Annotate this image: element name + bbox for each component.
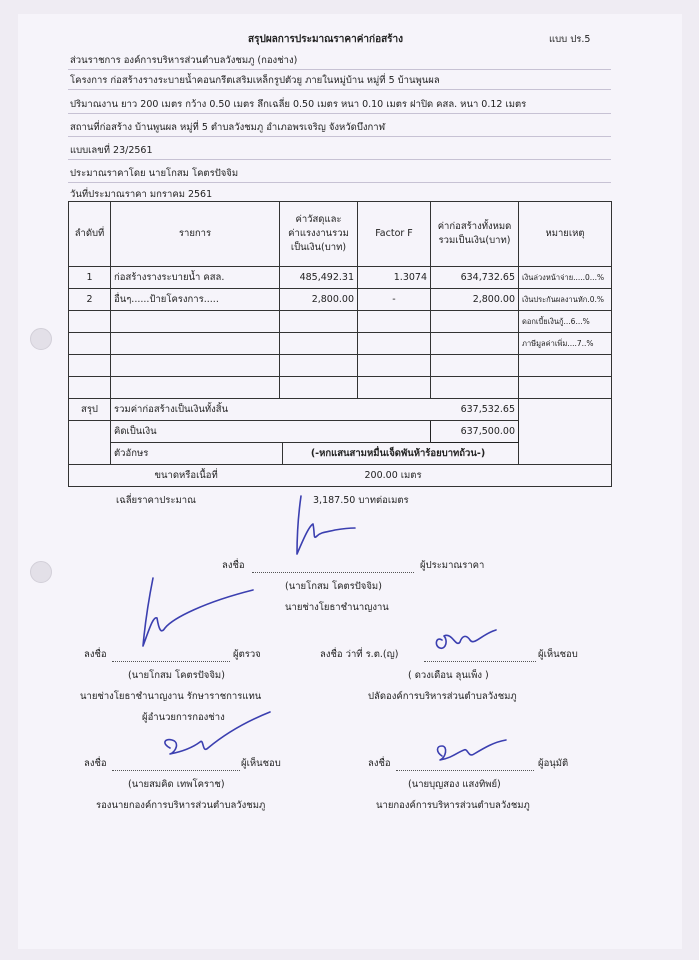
sign-prefix: ลงชื่อ	[368, 758, 391, 769]
col-header-item: รายการ	[111, 202, 280, 267]
row-factor: 1.3074	[358, 267, 431, 289]
estimate-date: วันที่ประมาณราคา มกราคม 2561	[70, 189, 213, 200]
row-remark: ดอกเบี้ยเงินกู้...6...%	[519, 311, 612, 333]
table-header-row	[69, 202, 612, 267]
signature-line	[396, 758, 534, 771]
row-cost: 2,800.00	[280, 289, 358, 311]
summary-label: สรุป	[69, 399, 111, 421]
row-remark: เงินประกันผลงานหัก.0.%	[519, 289, 612, 311]
row-total	[431, 377, 519, 399]
col-header-cost: ค่าวัสดุและ ค่าแรงงานรวม เป็นเงิน(บาท)	[280, 202, 358, 267]
table-row	[69, 267, 612, 289]
location-line: สถานที่ก่อสร้าง บ้านพูนผล หมู่ที่ 5 ตำบลวังชมภู อำเภอพรเจริญ จังหวัดบึงกาฬ	[70, 122, 386, 133]
punch-hole	[30, 328, 52, 350]
project-line: โครงการ ก่อสร้างรางระบายน้ำคอนกรีตเสริมเหล็กรูปตัวยู ภายในหมู่บ้าน หมู่ที่ 5 บ้านพูนผล	[70, 75, 440, 86]
row-item	[111, 311, 280, 333]
col-header-remark: หมายเหตุ	[519, 202, 612, 267]
row-no	[69, 377, 111, 399]
approver3-role: ผู้อนุมัติ	[538, 758, 569, 769]
approver1-position: ปลัดองค์การบริหารส่วนตำบลวังชมภู	[368, 691, 517, 702]
row-no	[69, 311, 111, 333]
checker-role: ผู้ตรวจ	[233, 649, 261, 660]
rounded-row	[69, 421, 612, 443]
table-row	[69, 311, 612, 333]
row-remark: เงินล่วงหน้าจ่าย.....0...%	[519, 267, 612, 289]
summary-row	[69, 399, 612, 421]
estimate-table	[68, 201, 612, 487]
approver2-role: ผู้เห็นชอบ	[241, 758, 281, 769]
row-no	[69, 355, 111, 377]
rounded-value: 637,500.00	[431, 421, 519, 443]
checker-position-2: ผู้อำนวยการกองช่าง	[142, 712, 225, 723]
sign-prefix: ลงชื่อ	[84, 758, 107, 769]
row-cost	[280, 355, 358, 377]
table-row	[69, 377, 612, 399]
row-item	[111, 377, 280, 399]
area-row	[69, 465, 612, 487]
col-header-factor: Factor F	[358, 202, 431, 267]
row-total: 634,732.65	[431, 267, 519, 289]
estimator-position: นายช่างโยธาชำนาญงาน	[285, 602, 389, 613]
row-factor	[358, 355, 431, 377]
area-value: 200.00 เมตร	[364, 470, 422, 481]
row-factor	[358, 311, 431, 333]
checker-position: นายช่างโยธาชำนาญงาน รักษาราชการแทน	[80, 691, 262, 702]
sign-prefix: ลงชื่อ	[222, 560, 245, 571]
sign-prefix: ลงชื่อ ว่าที่ ร.ต.(ญ)	[320, 649, 399, 660]
row-remark	[519, 377, 612, 399]
words-value: (-หกแสนสามหมื่นเจ็ดพันห้าร้อยบาทถ้วน-)	[310, 448, 486, 459]
punch-hole	[30, 561, 52, 583]
col-header-no: ลำดับที่	[69, 202, 111, 267]
estimator-role: ผู้ประมาณราคา	[420, 560, 485, 571]
average-value: 3,187.50 บาทต่อเมตร	[313, 495, 409, 506]
row-factor	[358, 377, 431, 399]
agency-line: ส่วนราชการ องค์การบริหารส่วนตำบลวังชมภู (กองช่าง)	[70, 55, 298, 66]
rounded-label: คิดเป็นเงิน	[111, 421, 431, 443]
row-item	[111, 355, 280, 377]
approver3-name: (นายบุญสอง แสงทิพย์)	[408, 779, 501, 790]
row-item	[111, 333, 280, 355]
row-no	[69, 333, 111, 355]
row-total	[431, 333, 519, 355]
row-no: 1	[69, 267, 111, 289]
row-factor: -	[358, 289, 431, 311]
table-row	[69, 355, 612, 377]
sum-value: 637,532.65	[431, 399, 519, 421]
row-factor	[358, 333, 431, 355]
signature-line	[112, 758, 240, 771]
approver2-name: (นายสมคิด เทพโคราช)	[128, 779, 225, 790]
col-header-total: ค่าก่อสร้างทั้งหมด รวมเป็นเงิน(บาท)	[431, 202, 519, 267]
row-no: 2	[69, 289, 111, 311]
row-cost	[280, 311, 358, 333]
approver1-role: ผู้เห็นชอบ	[538, 649, 578, 660]
approver3-position: นายกองค์การบริหารส่วนตำบลวังชมภู	[376, 800, 530, 811]
approver2-position: รองนายกองค์การบริหารส่วนตำบลวังชมภู	[96, 800, 266, 811]
words-row	[69, 443, 612, 465]
row-item: ก่อสร้างรางระบายน้ำ คสล.	[111, 267, 280, 289]
table-row	[69, 333, 612, 355]
approver1-name: ( ดวงเดือน ลุนเพ็ง )	[408, 670, 489, 681]
row-total	[431, 355, 519, 377]
sum-label: รวมค่าก่อสร้างเป็นเงินทั้งสิ้น	[111, 399, 431, 421]
row-cost: 485,492.31	[280, 267, 358, 289]
estimator-signature	[285, 488, 375, 568]
sign-prefix: ลงชื่อ	[84, 649, 107, 660]
form-code: แบบ ปร.5	[549, 34, 591, 45]
quantity-line: ปริมาณงาน ยาว 200 เมตร กว้าง 0.50 เมตร ลึกเฉลี่ย 0.50 เมตร หนา 0.10 เมตร ฝาปิด คสล. หนา 0.12 เมตร	[70, 99, 527, 110]
row-remark	[519, 355, 612, 377]
row-cost	[280, 333, 358, 355]
plan-number: แบบเลขที่ 23/2561	[70, 145, 153, 156]
signature-line	[112, 649, 230, 662]
estimator-name: (นายโกสม โคตรปัจจิม)	[285, 581, 382, 592]
table-row	[69, 289, 612, 311]
checker-signature	[135, 572, 265, 652]
estimator-line: ประมาณราคาโดย นายโกสม โคตรปัจจิม	[70, 168, 239, 179]
words-label: ตัวอักษร	[111, 443, 283, 464]
row-total	[431, 311, 519, 333]
row-cost	[280, 377, 358, 399]
row-remark: ภาษีมูลค่าเพิ่ม....7..%	[519, 333, 612, 355]
row-total: 2,800.00	[431, 289, 519, 311]
checker-name: (นายโกสม โคตรปัจจิม)	[128, 670, 225, 681]
area-label: ขนาดหรือเนื้อที่	[154, 470, 218, 481]
average-label: เฉลี่ยราคาประมาณ	[116, 495, 196, 506]
document-title: สรุปผลการประมาณราคาค่าก่อสร้าง	[248, 34, 404, 45]
row-item: อื่นๆ......ป้ายโครงการ.....	[111, 289, 280, 311]
signature-line	[424, 649, 536, 662]
